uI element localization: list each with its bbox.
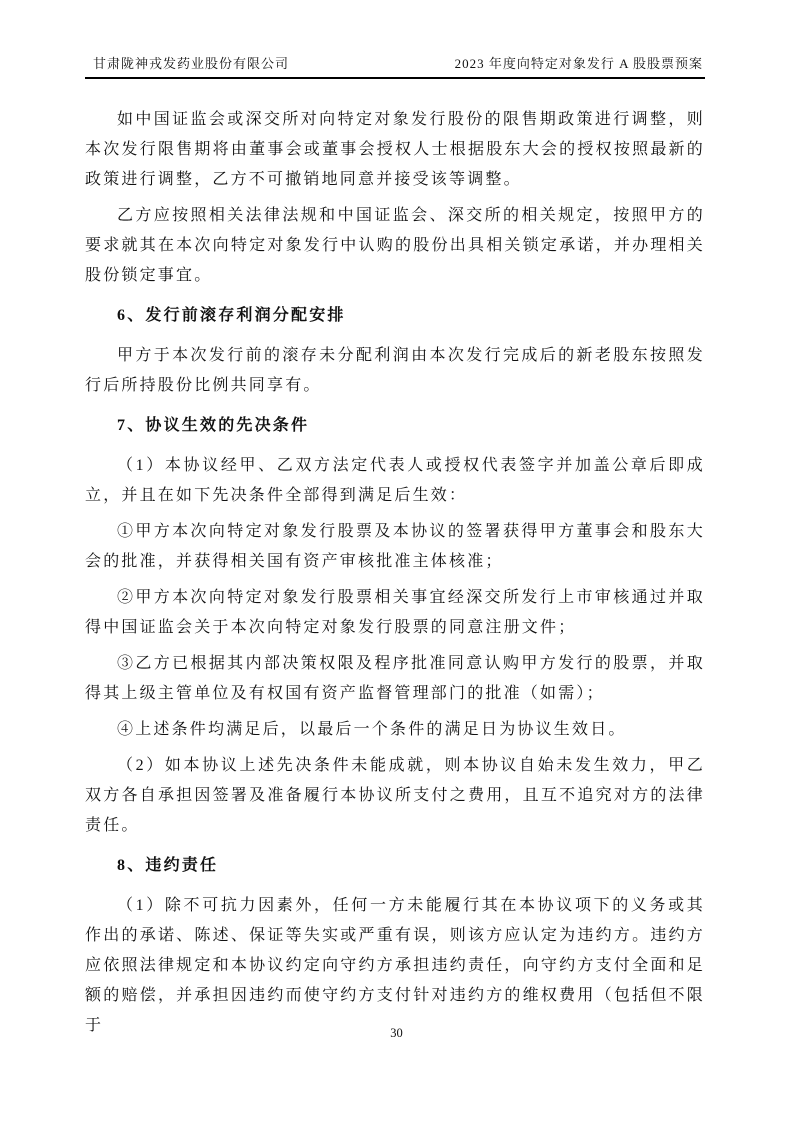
paragraph: （2）如本协议上述先决条件未能成就，则本协议自始未发生效力，甲乙双方各自承担因签署及准备履行本协议所支付之费用，且互不追究对方的法律责任。 — [85, 757, 705, 834]
paragraph: ④上述条件均满足后，以最后一个条件的满足日为协议生效日。 — [117, 721, 627, 738]
header-document-title: 2023 年度向特定对象发行 A 股股票预案 — [454, 56, 703, 71]
section-heading: 8、违约责任 — [117, 857, 219, 874]
section-heading: 7、协议生效的先决条件 — [117, 417, 310, 434]
header-company-name: 甘肃陇神戎发药业股份有限公司 — [93, 56, 290, 71]
paragraph: （1）除不可抗力因素外，任何一方未能履行其在本协议项下的义务或其作出的承诺、陈述、保证等失实或严重有误，则该方应认定为违约方。违约方应依照法律规定和本协议约定向守约方承担违约责任，向守约方支付全面和足额的赔偿，并承担因违约而使守约方支付针对违约方的维权费用（包括但不限于 — [85, 897, 705, 1034]
paragraph: ①甲方本次向特定对象发行股票及本协议的签署获得甲方董事会和股东大会的批准，并获得相关国有资产审核批准主体核准； — [85, 523, 705, 570]
paragraph: ③乙方已根据其内部决策权限及程序批准同意认购甲方发行的股票，并取得其上级主管单位及有权国有资产监督管理部门的批准（如需）； — [85, 655, 705, 702]
document-body — [85, 105, 705, 1041]
paragraph: （1）本协议经甲、乙双方法定代表人或授权代表签字并加盖公章后即成立，并且在如下先决条件全部得到满足后生效： — [85, 457, 705, 504]
paragraph: 甲方于本次发行前的滚存未分配利润由本次发行完成后的新老股东按照发行后所持股份比例共同享有。 — [85, 347, 705, 394]
paragraph: ②甲方本次向特定对象发行股票相关事宜经深交所发行上市审核通过并取得中国证监会关于本次向特定对象发行股票的同意注册文件； — [85, 589, 705, 636]
section-heading: 6、发行前滚存利润分配安排 — [117, 307, 346, 324]
paragraph: 乙方应按照相关法律法规和中国证监会、深交所的相关规定，按照甲方的要求就其在本次向特定对象发行中认购的股份出具相关锁定承诺，并办理相关股份锁定事宜。 — [85, 207, 705, 284]
page-header — [85, 56, 705, 79]
paragraph: 如中国证监会或深交所对向特定对象发行股份的限售期政策进行调整，则本次发行限售期将由董事会或董事会授权人士根据股东大会的授权按照最新的政策进行调整，乙方不可撤销地同意并接受该等调整。 — [85, 111, 705, 188]
page-number: 30 — [390, 1026, 403, 1040]
page-footer — [0, 1026, 793, 1041]
